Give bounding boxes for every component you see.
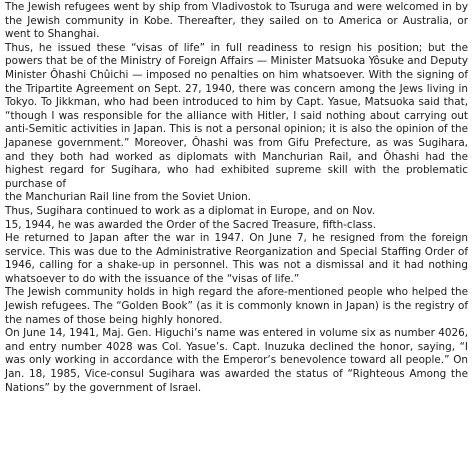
paragraph-diplomat-europe: Thus, Sugihara continued to work as a diplomat in Europe, and on Nov.: [5, 204, 376, 217]
paragraph-golden-book: The Jewish community holds in high regard the afore-mentioned people who helped the Jewish refugees. The “Golden Book” (as it is commonly known in Japan) is the registry of the names of those being highly honored.: [5, 286, 468, 326]
paragraph-righteous-among-nations: On June 14, 1941, Maj. Gen. Higuchi’s name was entered in volume six as number 4026, and entry number 4028 was Col. Yasue’s. Capt. Inuzuka declined the honor, saying, “I was only working in accordance with the Emperor’s benevolence toward all people.” On Jan. 18, 1985, Vice-consul Sugihara was awarded the status of “Righteous Among the Nations” by the government of Israel.: [5, 327, 468, 394]
paragraph-visas-of-life: Thus, he issued these “visas of life” in full readiness to resign his position; but the powers that be of the Ministry of Foreign Affairs — Minister Matsuoka Yôsuke and Deputy Minister Ôhashi Chûichi — imposed no penalties on him whatsoever. With the signing of the Tripartite Agreement on Sept. 27, 1940, there was concern among the Jews living in Tokyo. To Jikkman, who had been introduced to him by Capt. Yasue, Matsuoka said that, “though I was responsible for the alliance with Hitler, I said nothing about carrying out anti-Semitic activities in Japan. This is not a personal opinion; it is also the opinion of the Japanese government.” Moreover, Ôhashi was from Gifu Prefecture, as was Sugihara, and they both had worked as diplomats with Manchurian Rail, and Ôhashi had the highest regard for Sugihara, who had exhibited supreme skill with the problematic purchase of: [5, 41, 468, 190]
paragraph-returned-japan: He returned to Japan after the war in 1947. On June 7, he resigned from the foreign service. This was due to the Administrative Reorganization and Special Staffing Order of 1946, calling for a shake-up in personnel. This was not a dismissal and it had nothing whatsoever to do with the issuance of the “visas of life.”: [5, 232, 468, 285]
paragraph-refugees-ship: The Jewish refugees went by ship from Vladivostok to Tsuruga and were welcomed in by the Jewish community in Kobe. Thereafter, they sailed on to America or Australia, or went to Shanghai.: [5, 1, 468, 41]
paragraph-sacred-treasure: 15, 1944, he was awarded the Order of the Sacred Treasure, fifth-class.: [5, 218, 377, 231]
paragraph-manchurian-rail: the Manchurian Rail line from the Soviet Union.: [5, 191, 251, 204]
